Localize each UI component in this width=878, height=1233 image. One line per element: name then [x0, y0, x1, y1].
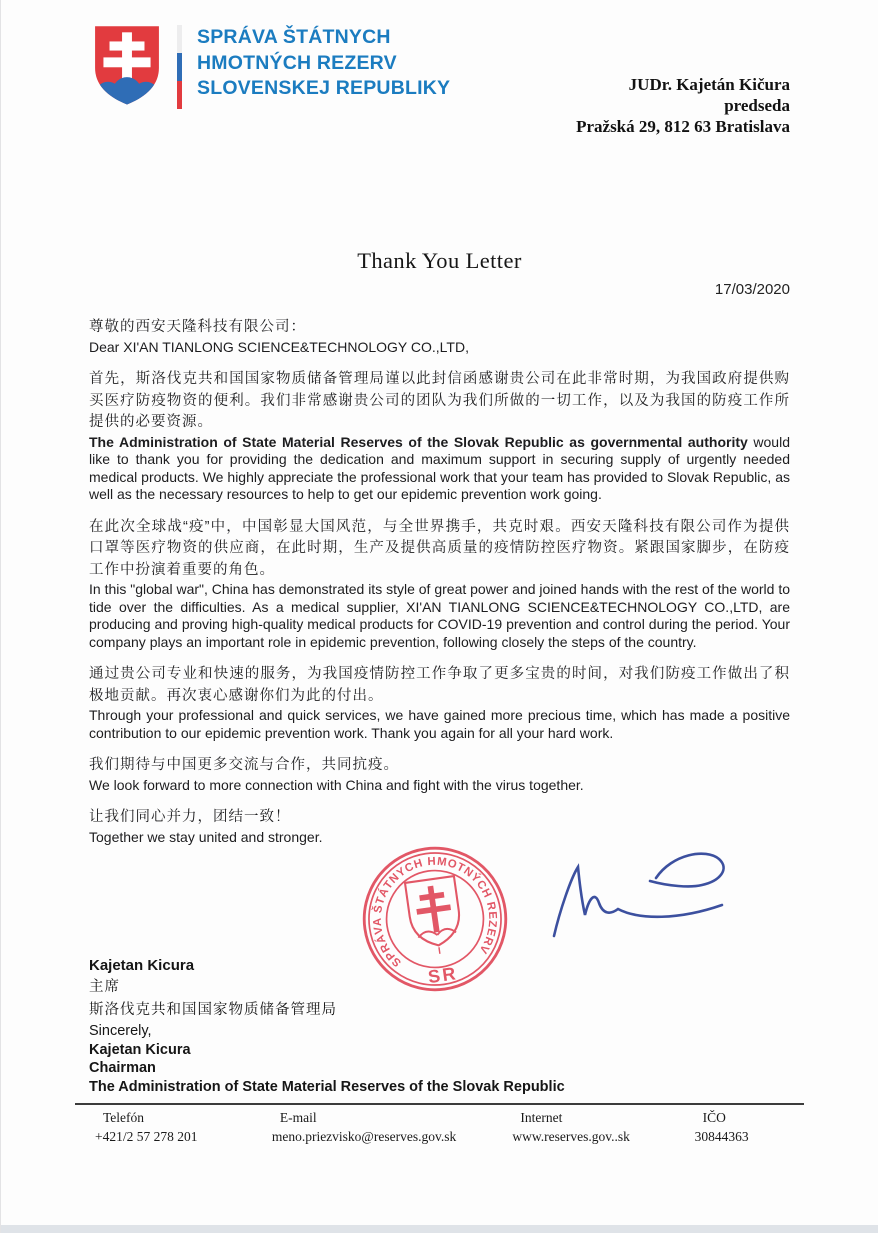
paragraph-en-bold-lead: The Administration of State Material Reserves of the Slovak Republic as governmental authority [89, 433, 748, 450]
paragraph-zh: 在此次全球战“疫”中，中国彰显大国风范，与全世界携手，共克时艰。西安天隆科技有限公司作为提供口罩等医疗物资的供应商，在此时期，生产及提供高质量的疫情防控医疗物资。紧跟国家脚步，在防疫工作中扮演着重要的角色。 [89, 518, 790, 578]
signer-name-2: Kajetan Kicura [89, 1041, 191, 1058]
org-name [197, 22, 450, 102]
org-name-line-3: SLOVENSKEJ REPUBLIKY [197, 77, 451, 99]
paragraph-group-4 [89, 755, 790, 794]
paragraph-group-1 [89, 369, 790, 504]
signer-org-zh: 斯洛伐克共和国国家物质储备管理局 [89, 1002, 337, 1018]
org-logo [89, 22, 450, 109]
stamp-sr-text: SR [426, 963, 460, 988]
paragraph-en: Together we stay united and stronger. [89, 828, 323, 845]
signer-org-en: The Administration of State Material Reserves of the Slovak Republic [89, 1078, 565, 1095]
signer-role-zh: 主席 [89, 979, 120, 995]
scan-page-edge [1, 1225, 878, 1233]
letter-title: Thank You Letter [357, 248, 522, 273]
official-round-stamp-icon [349, 830, 522, 1008]
signer-name: Kajetan Kicura [89, 957, 195, 974]
org-name-line-1: SPRÁVA ŠTÁTNYCH [197, 26, 391, 48]
footer-contact-bar [75, 1103, 804, 1145]
footer-col-internet [512, 1110, 694, 1145]
paragraph-group-3 [89, 664, 790, 742]
footer-label: E-mail [279, 1110, 317, 1125]
tricolor-divider [177, 25, 182, 109]
slovak-coat-of-arms-icon [89, 22, 165, 108]
footer-label: Telefón [103, 1110, 145, 1125]
paragraph-en: In this "global war", China has demonstrated its style of great power and joined hands with the rest of the world to tide over the difficulties. As a medical supplier, XI'AN TIANLONG SCIENCE&TECHNOLOGY CO.,LTD, are producing and proving high-quality medical products for COVID-19 prevention and control during the period. Your company plays an important role in epidemic prevention, following closely the steps of the country. [89, 581, 790, 650]
officer-address-block [576, 74, 790, 137]
paragraph-zh: 首先，斯洛伐克共和国国家物质储备管理局谨以此封信函感谢贵公司在此非常时期，为我国政府提供购买医疗防疫物资的便利。我们非常感谢贵公司的团队为我们所做的一切工作，以及为我国的防疫工作所提供的必要资源。 [89, 371, 790, 430]
footer-value: www.reserves.gov..sk [512, 1129, 630, 1144]
footer-col-telefon [75, 1110, 272, 1145]
paragraph-group-2 [89, 517, 790, 652]
footer-col-ico [695, 1110, 804, 1145]
stamp-ring-text: SPRÁVA ŠTÁTNYCH HMOTNÝCH REZERV [371, 855, 499, 969]
signer-role-en: Chairman [89, 1060, 156, 1076]
footer-col-email [272, 1110, 513, 1145]
paragraph-zh: 让我们同心并力，团结一致！ [89, 809, 291, 825]
paragraph-zh: 我们期待与中国更多交流与合作，共同抗疫。 [89, 757, 399, 773]
paragraph-zh: 通过贵公司专业和快速的服务，为我国疫情防控工作争取了更多宝贵的时间，对我们防疫工作做出了积极地贡献。再次衷心感谢你们为此的付出。 [89, 666, 790, 704]
paragraph-en-rest: would like to thank you for providing the dedication and maximum support in securing supply of urgently needed medical products. We highly appreciate the professional work that your team has provided to Slovak Republic, as well as the necessary resources to help to get our epidemic prevention work going. [89, 433, 790, 502]
closing: Sincerely, [89, 1023, 152, 1039]
handwritten-signature [544, 848, 734, 948]
footer-value: +421/2 57 278 201 [95, 1129, 198, 1144]
footer-label: Internet [520, 1110, 563, 1125]
officer-address: Pražská 29, 812 63 Bratislava [576, 117, 790, 136]
paragraph-en [89, 434, 790, 504]
paragraph-en: Through your professional and quick services, we have gained more precious time, which has made a positive contribution to our epidemic prevention work. Thank you again for all your hard work. [89, 707, 790, 741]
letter-date: 17/03/2020 [714, 281, 790, 298]
paragraph-en: We look forward to more connection with China and fight with the virus together. [89, 776, 584, 793]
letterhead [89, 22, 790, 152]
officer-role: predseda [724, 96, 790, 115]
footer-value: meno.priezvisko@reserves.gov.sk [271, 1129, 457, 1144]
salutation-en: Dear XI'AN TIANLONG SCIENCE&TECHNOLOGY CO.,LTD, [89, 338, 469, 355]
officer-name: JUDr. Kajetán Kičura [628, 75, 790, 94]
letter-body [89, 317, 790, 846]
org-name-line-2: HMOTNÝCH REZERV [197, 51, 397, 74]
footer-value: 30844363 [694, 1129, 749, 1144]
salutation-zh: 尊敬的西安天隆科技有限公司： [89, 319, 306, 335]
footer-label: IČO [702, 1110, 726, 1125]
